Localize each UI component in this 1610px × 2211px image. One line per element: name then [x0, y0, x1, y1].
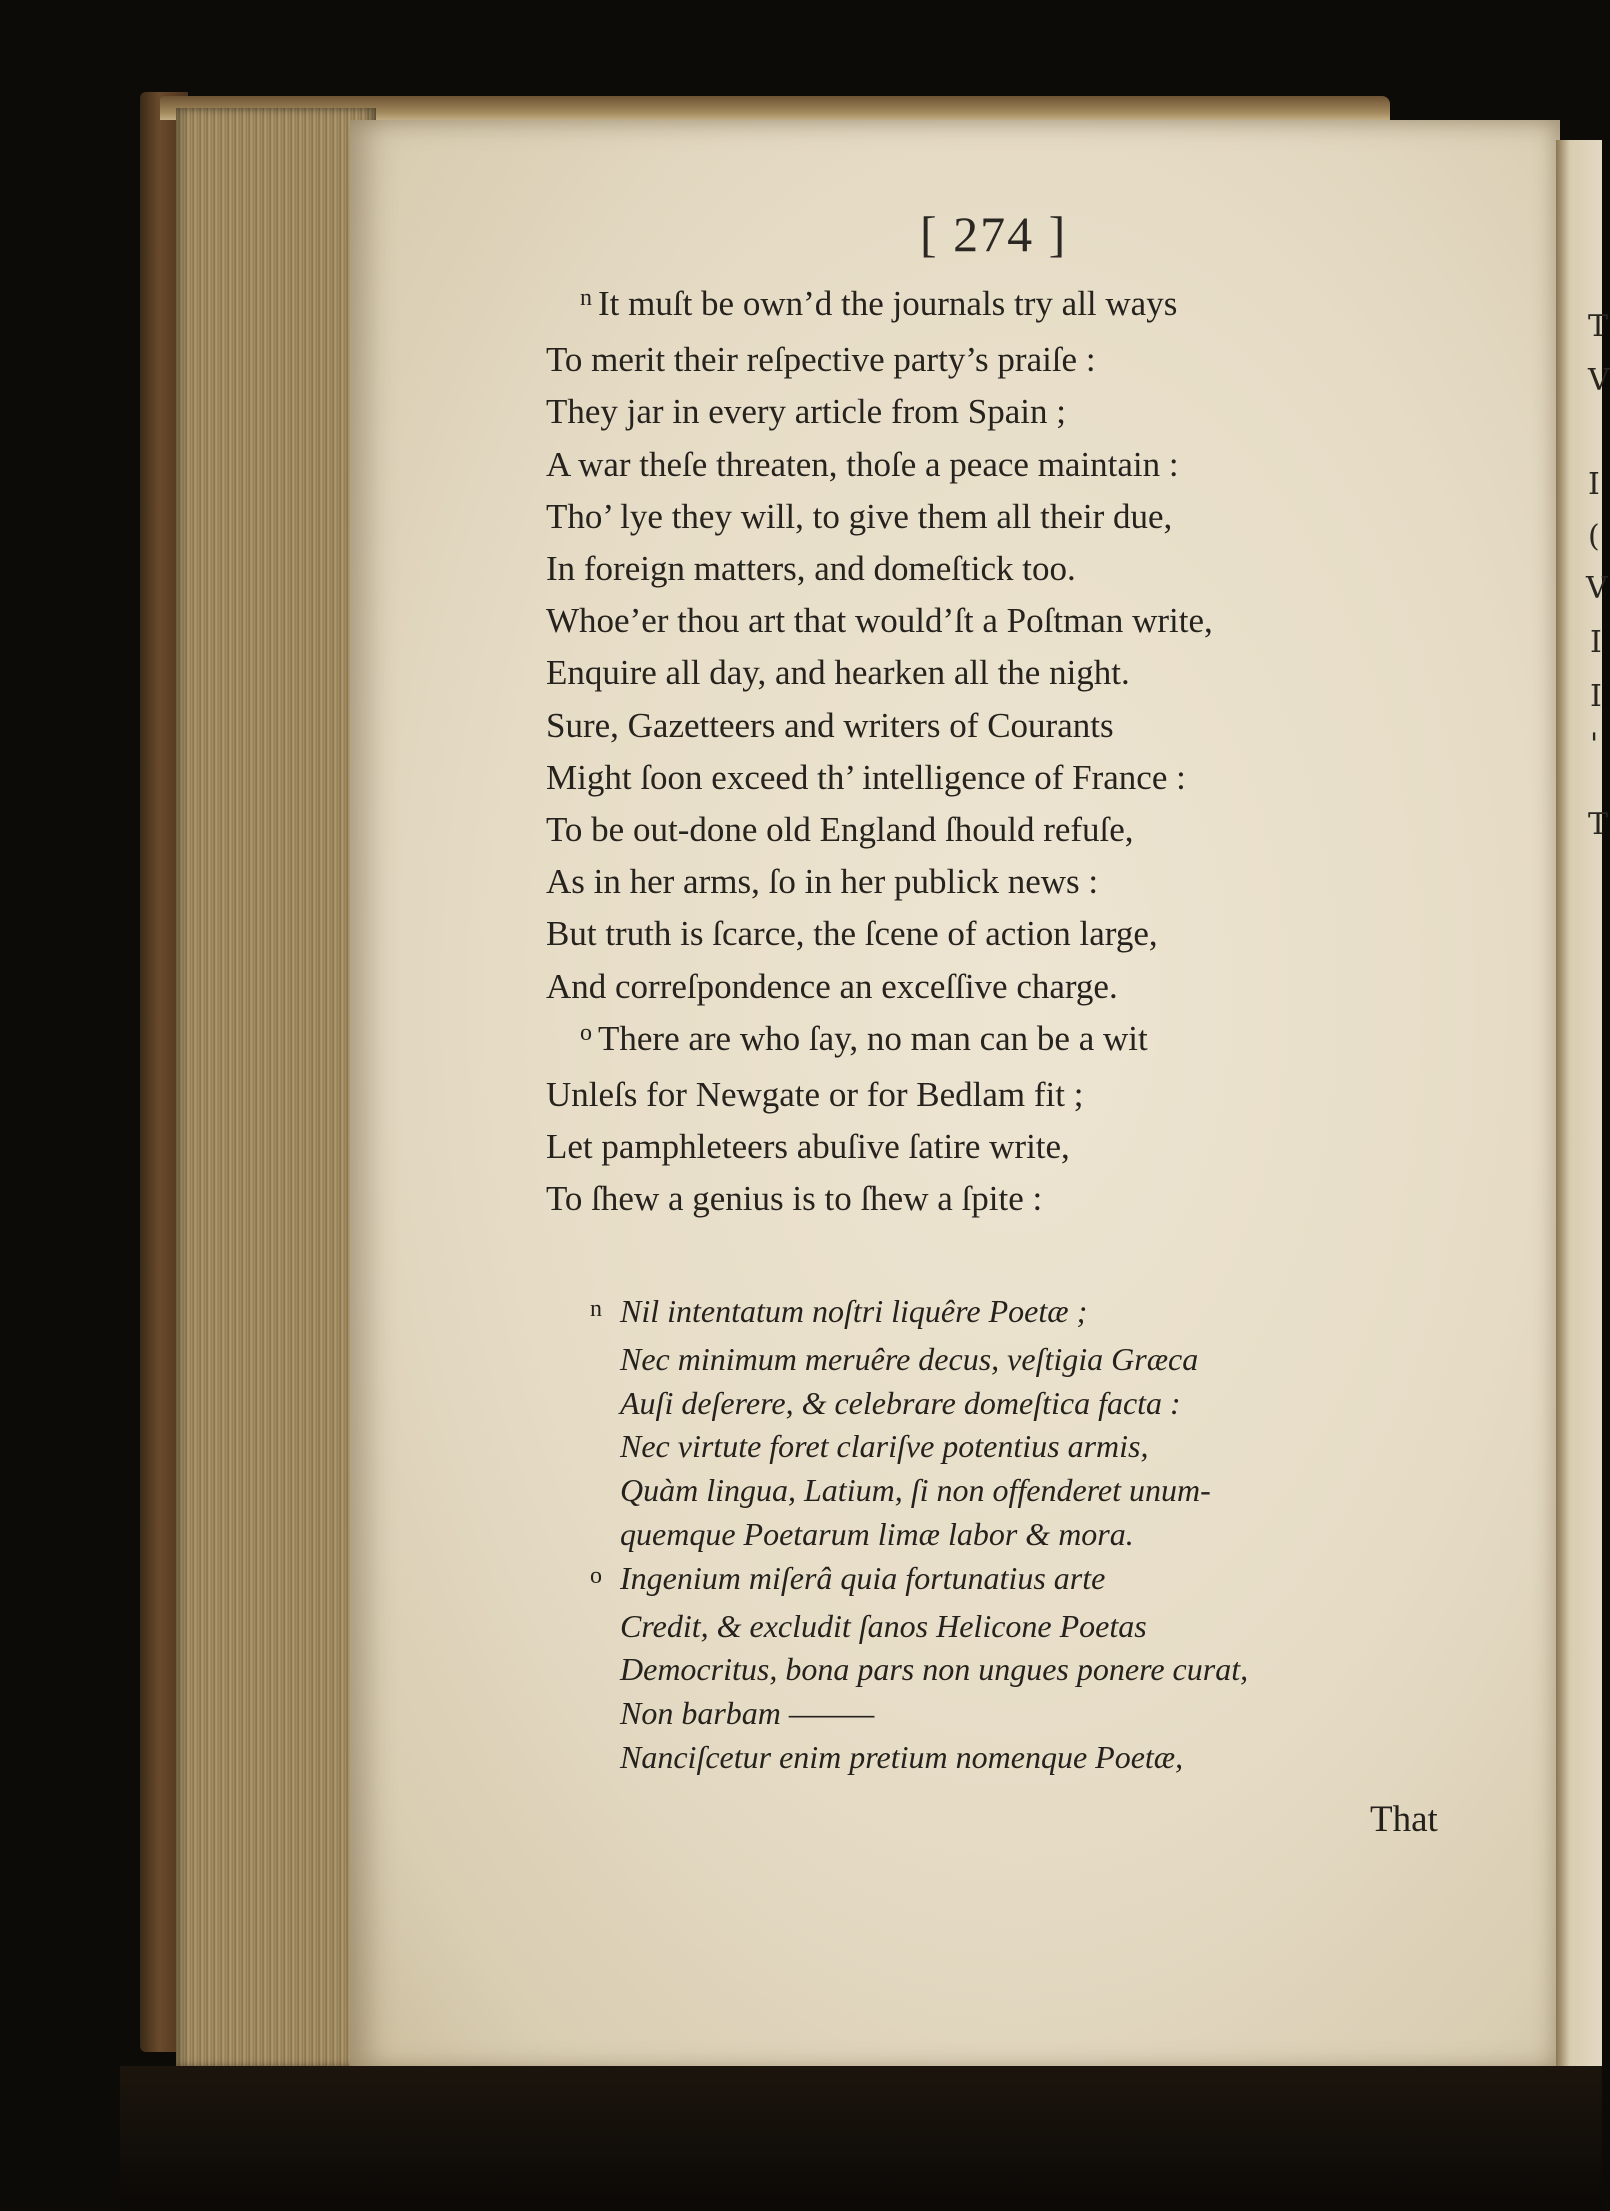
- footnote-line: Nec minimum meruêre decus, veſtigia Græca: [620, 1340, 1199, 1377]
- footnote-marker: o: [580, 1019, 592, 1046]
- facing-page-letter: I: [1590, 679, 1602, 714]
- verse-block: [546, 278, 1346, 1226]
- verse-line: $^n$ It muſt be own’d the journals try all ways: [580, 284, 1178, 323]
- footnote-line: Auſi deſerere, & celebrare domeſtica facta :: [620, 1384, 1181, 1421]
- verse-line: Tho’ lye they will, to give them all their due,: [546, 496, 1173, 536]
- verse-line: $^o$ There are who ſay, no man can be a wit: [580, 1018, 1148, 1058]
- facing-page-edge: [1556, 140, 1602, 2075]
- verse-line: But truth is ſcarce, the ſcene of action large,: [546, 914, 1158, 954]
- verse-line: A war theſe threaten, thoſe a peace maintain :: [546, 444, 1179, 484]
- facing-page-letter: (: [1588, 519, 1600, 554]
- facing-page-letter: V: [1588, 363, 1610, 398]
- page-number: [ 274 ]: [920, 206, 1068, 262]
- verse-line: Sure, Gazetteers and writers of Courants: [546, 705, 1114, 745]
- facing-page-letter: ': [1590, 727, 1599, 762]
- footnote-line: quemque Poetarum limæ labor & mora.: [620, 1515, 1134, 1552]
- facing-page-letter: V: [1586, 571, 1608, 606]
- footnotes-block: [590, 1290, 1390, 1780]
- footnote-line: Credit, & excludit ſanos Helicone Poetas: [620, 1607, 1147, 1644]
- verse-line: And correſpondence an exceſſive charge.: [546, 966, 1118, 1006]
- verse-line: To be out-done old England ſhould refuſe,: [546, 810, 1134, 850]
- footnote-line: Quàm lingua, Latium, ſi non offenderet unum-: [620, 1472, 1211, 1509]
- verse-line: As in her arms, ſo in her publick news :: [546, 862, 1099, 902]
- facing-page-letter: I: [1588, 467, 1600, 502]
- page-block-edge: [176, 108, 376, 2068]
- footnote-line: n Nil intentatum noſtri liquêre Poetæ ;: [590, 1290, 1390, 1338]
- verse-line: They jar in every article from Spain ;: [546, 392, 1066, 432]
- catchword: That: [1370, 1799, 1438, 1840]
- footnote-key: n: [590, 1296, 602, 1322]
- verse-line: Let pamphleteers abuſive ſatire write,: [546, 1127, 1070, 1167]
- facing-page-letter: I: [1590, 625, 1602, 660]
- footnote-line: Democritus, bona pars non ungues ponere curat,: [620, 1651, 1249, 1688]
- footnote-line: o Ingenium miſerâ quia fortunatius arte: [590, 1557, 1390, 1605]
- verse-line: Enquire all day, and hearken all the night.: [546, 653, 1130, 693]
- footnote-line: Nanciſcetur enim pretium nomenque Poetæ,: [620, 1738, 1184, 1775]
- footnote-key: o: [590, 1562, 602, 1589]
- facing-page-letter: T: [1588, 807, 1609, 842]
- footnote-line: Nec virtute foret clariſve potentius armis,: [620, 1428, 1149, 1465]
- footnote-line: Non barbam ———: [620, 1695, 875, 1732]
- verse-line: Might ſoon exceed th’ intelligence of France :: [546, 757, 1186, 797]
- verse-line: Whoe’er thou art that would’ſt a Poſtman write,: [546, 601, 1213, 641]
- facing-page-letter: T: [1588, 309, 1609, 344]
- background-shadow: [120, 2066, 1602, 2211]
- verse-line: To merit their reſpective party’s praiſe :: [546, 340, 1096, 380]
- footnote-marker: n: [580, 285, 592, 311]
- verse-line: In foreign matters, and domeſtick too.: [546, 549, 1076, 589]
- verse-line: To ſhew a genius is to ſhew a ſpite :: [546, 1179, 1043, 1219]
- verse-line: Unleſs for Newgate or for Bedlam fit ;: [546, 1075, 1084, 1115]
